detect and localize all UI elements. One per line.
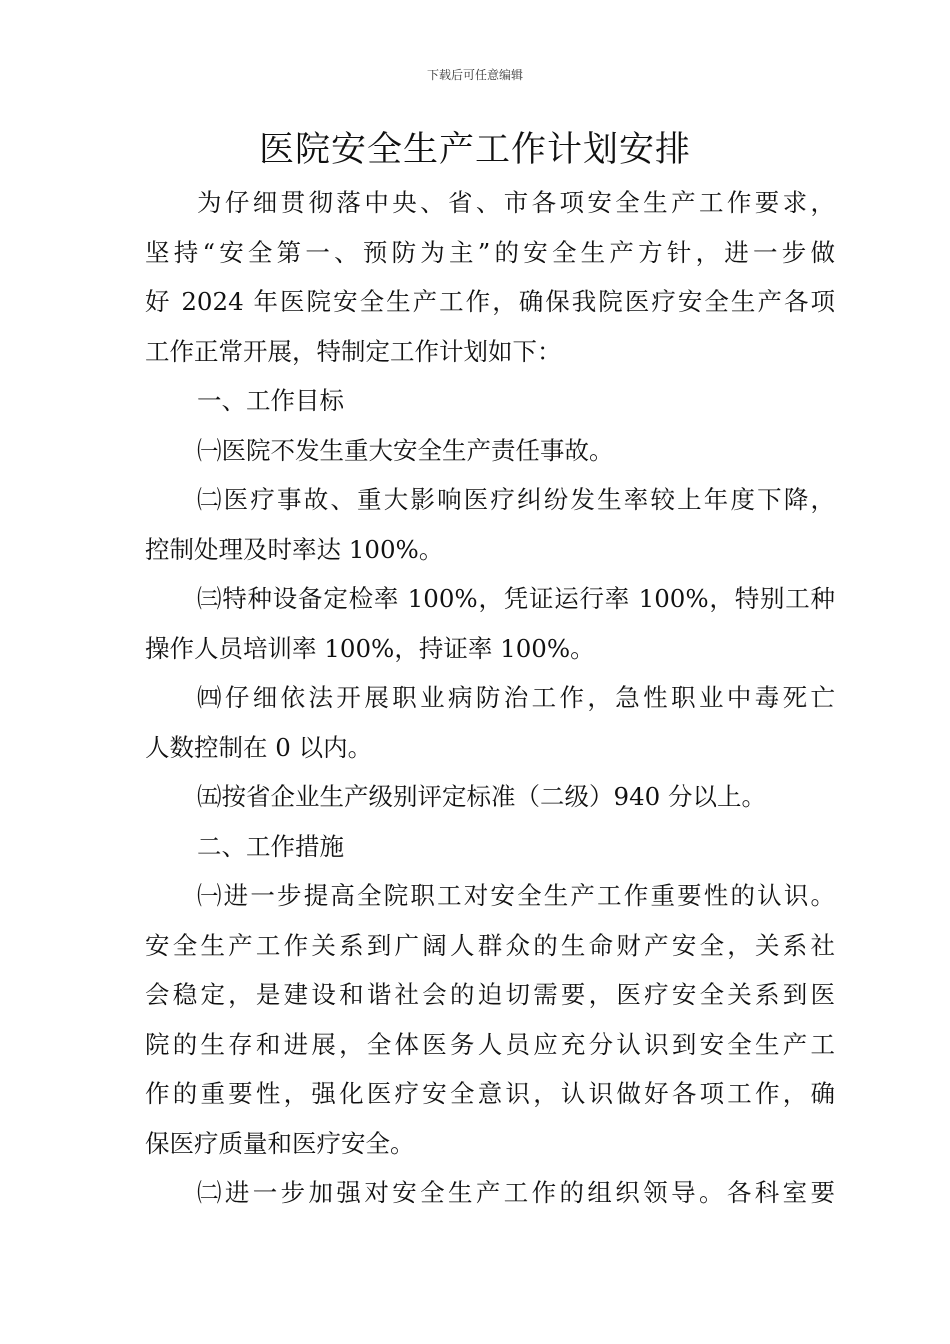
text-line: 院的生存和进展，全体医务人员应充分认识到安全生产工 <box>145 1029 835 1059</box>
text-line: 工作正常开展，特制定工作计划如下： <box>145 336 562 366</box>
text-line: 安全生产工作关系到广阔人群众的生命财产安全，关系社 <box>145 930 835 960</box>
text-line: 会稳定，是建设和谐社会的迫切需要，医疗安全关系到医 <box>145 980 835 1009</box>
text-line: ㈡医疗事故、重大影响医疗纠纷发生率较上年度下降， <box>197 485 835 514</box>
text-line: 作的重要性，强化医疗安全意识，认识做好各项工作，确 <box>145 1079 835 1108</box>
text-line: 坚持“安全第一、预防为主”的安全生产方针，进一步做 <box>145 237 835 267</box>
text-line: ㈣仔细依法开展职业病防治工作，急性职业中毒死亡 <box>197 683 835 712</box>
text-line: 人数控制在 0 以内。 <box>145 732 373 762</box>
text-line: 一、工作目标 <box>197 386 344 415</box>
text-line: 为仔细贯彻落中央、省、市各项安全生产工作要求， <box>197 188 835 217</box>
document-title: 医院安全生产工作计划安排 <box>258 130 691 170</box>
document-body <box>145 178 835 1218</box>
text-line: ㈠医院不发生重大安全生产责任事故。 <box>197 435 614 465</box>
header-note: 下载后可任意编辑 <box>426 68 523 82</box>
text-line: 保医疗质量和医疗安全。 <box>145 1128 415 1158</box>
text-line: 控制处理及时率达 100%。 <box>145 534 444 564</box>
text-line: ㈤按省企业生产级别评定标准（二级）940 分以上。 <box>197 782 767 811</box>
text-line: 好 2024 年医院安全生产工作，确保我院医疗安全生产各项 <box>145 287 835 316</box>
text-line: ㈡进一步加强对安全生产工作的组织领导。各科室要 <box>197 1178 835 1207</box>
text-line: 二、工作措施 <box>197 831 344 861</box>
text-line: ㈢特种设备定检率 100%，凭证运行率 100%，特别工种 <box>197 584 835 613</box>
text-line: 操作人员培训率 100%，持证率 100%。 <box>145 633 595 663</box>
text-line: ㈠进一步提高全院职工对安全生产工作重要性的认识。 <box>197 881 835 910</box>
